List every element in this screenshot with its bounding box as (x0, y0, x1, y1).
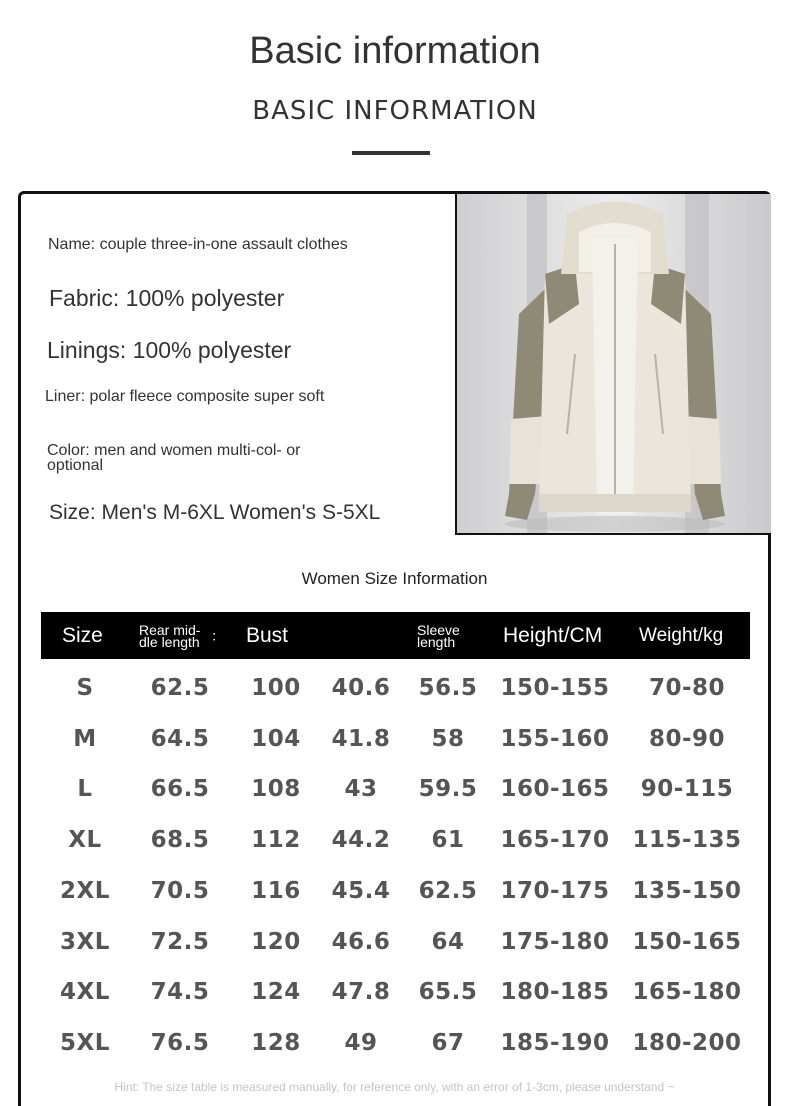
cell-weight: 165-180 (632, 979, 742, 1006)
cell-rear-length: 72.5 (150, 928, 210, 955)
table-row (41, 866, 750, 916)
size-hint: Hint: The size table is measured manually, for reference only, with an error of 1-3cm, please understand ~ (114, 1080, 675, 1094)
cell-rear-length: 66.5 (150, 776, 210, 803)
cell-rear-length: 70.5 (150, 877, 210, 904)
cell-height: 160-165 (500, 776, 610, 803)
header-height: Height/CM (503, 623, 603, 647)
cell-sleeve: 65.5 (418, 979, 478, 1006)
cell-rear-length: 76.5 (150, 1029, 210, 1056)
info-name: Name: couple three-in-one assault clothes (48, 236, 348, 253)
cell-height: 175-180 (500, 928, 610, 955)
cell-weight: 80-90 (648, 725, 726, 752)
cell-bust: 104 (251, 725, 301, 752)
cell-bust: 112 (251, 827, 301, 854)
cell-col4: 46.6 (331, 928, 391, 955)
page-subtitle: BASIC INFORMATION (252, 96, 538, 126)
cell-size: 5XL (60, 1029, 110, 1056)
info-liner: Liner: polar fleece composite super soft (45, 388, 325, 405)
cell-weight: 70-80 (648, 675, 726, 701)
cell-col4: 45.4 (331, 877, 391, 904)
cell-col4: 49 (344, 1029, 378, 1056)
cell-rear-length: 74.5 (150, 979, 210, 1006)
cell-size: S (76, 675, 94, 701)
table-row (41, 815, 750, 865)
cell-weight: 115-135 (632, 827, 742, 854)
cell-sleeve: 64 (431, 928, 465, 955)
cell-weight: 180-200 (632, 1029, 742, 1056)
table-row (41, 967, 750, 1017)
cell-size: 3XL (60, 928, 110, 955)
table-row (41, 1018, 750, 1068)
cell-height: 150-155 (500, 675, 610, 701)
cell-weight: 150-165 (632, 928, 742, 955)
page-title: Basic information (249, 30, 541, 72)
table-row (41, 714, 750, 764)
cell-sleeve: 58 (431, 725, 465, 752)
cell-col4: 47.8 (331, 979, 391, 1006)
cell-weight: 135-150 (632, 877, 742, 904)
cell-col4: 43 (344, 776, 378, 803)
table-header-row (41, 612, 750, 659)
cell-height: 170-175 (500, 877, 610, 904)
cell-bust: 120 (251, 928, 301, 955)
cell-size: XL (68, 827, 102, 854)
title-underline (352, 151, 430, 155)
header-sleeve: Sleeve length (417, 621, 460, 650)
info-linings: Linings: 100% polyester (47, 337, 292, 363)
cell-sleeve: 67 (431, 1029, 465, 1056)
cell-size: L (77, 776, 93, 803)
cell-bust: 108 (251, 776, 301, 803)
product-photo (455, 194, 771, 535)
jacket-image (457, 194, 771, 535)
info-card (18, 191, 771, 1106)
table-row (41, 917, 750, 967)
table-row (41, 663, 750, 713)
cell-sleeve: 62.5 (418, 877, 478, 904)
cell-rear-length: 68.5 (150, 827, 210, 854)
cell-rear-length: 64.5 (150, 725, 210, 752)
cell-size: M (73, 725, 97, 752)
header-weight: Weight/kg (639, 624, 724, 646)
cell-col4: 40.6 (331, 675, 391, 701)
cell-bust: 116 (251, 877, 301, 904)
cell-size: 2XL (60, 877, 110, 904)
cell-rear-length: 62.5 (150, 675, 210, 701)
header-size: Size (62, 623, 103, 647)
header-colon: ： (211, 627, 225, 644)
cell-col4: 41.8 (331, 725, 391, 752)
table-title: Women Size Information (301, 569, 488, 588)
cell-height: 185-190 (500, 1029, 610, 1056)
header-rear-length: Rear mid- dle length (139, 621, 201, 650)
cell-height: 155-160 (500, 725, 610, 752)
cell-weight: 90-115 (640, 776, 734, 803)
cell-height: 165-170 (500, 827, 610, 854)
cell-height: 180-185 (500, 979, 610, 1006)
info-fabric: Fabric: 100% polyester (49, 285, 285, 311)
header-bust: Bust (246, 623, 289, 647)
cell-sleeve: 59.5 (418, 776, 478, 803)
table-row (41, 764, 750, 814)
cell-sleeve: 56.5 (418, 675, 478, 701)
cell-bust: 100 (251, 675, 301, 701)
cell-bust: 124 (251, 979, 301, 1006)
info-size: Size: Men's M-6XL Women's S-5XL (49, 501, 381, 524)
info-color: Color: men and women multi-col- or optional (47, 442, 301, 474)
cell-bust: 128 (251, 1029, 301, 1056)
cell-sleeve: 61 (431, 827, 465, 854)
cell-col4: 44.2 (331, 827, 391, 854)
cell-size: 4XL (60, 979, 110, 1006)
